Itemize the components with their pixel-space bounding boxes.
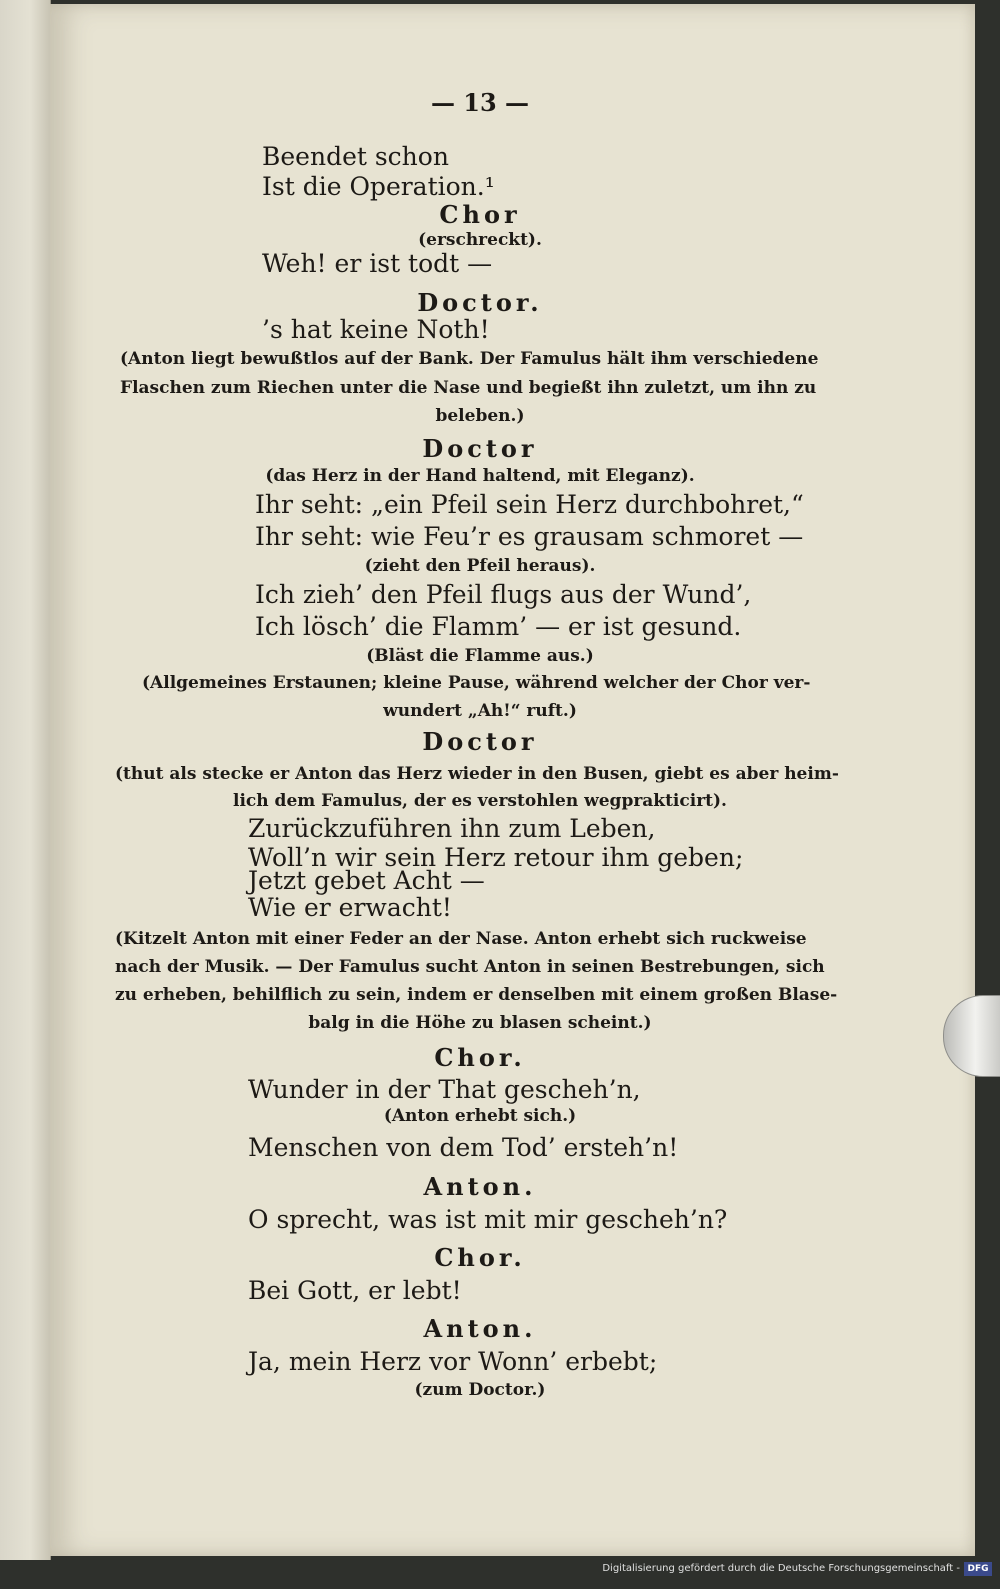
stage-direction: zu erheben, behilflich zu sein, indem er denselben mit einem großen Blase- xyxy=(115,985,838,1005)
digitization-credit: Digitalisierung gefördert durch die Deutsche Forschungsgemeinschaft - xyxy=(602,1563,960,1574)
dfg-logo: DFG xyxy=(964,1562,992,1576)
stage-direction: (thut als stecke er Anton das Herz wieder in den Busen, giebt es aber heim- xyxy=(115,764,839,784)
speaker-name: Anton. xyxy=(423,1172,537,1201)
speaker-name: Chor. xyxy=(434,1043,526,1072)
stage-direction: (Bläst die Flamme aus.) xyxy=(366,646,594,666)
verse-line: Weh! er ist todt — xyxy=(262,249,493,278)
stage-direction: lich dem Famulus, der es verstohlen wegprakticirt). xyxy=(233,791,727,811)
stage-direction: (Allgemeines Erstaunen; kleine Pause, während welcher der Chor ver- xyxy=(142,673,811,693)
verse-line: Woll’n wir sein Herz retour ihm geben; xyxy=(248,843,744,872)
left-page-edge xyxy=(0,0,51,1560)
speaker-name: Anton. xyxy=(423,1314,537,1343)
verse-line: Beendet schon xyxy=(262,142,449,171)
verse-line: Ist die Operation.¹ xyxy=(262,172,495,201)
stage-direction: (Anton erhebt sich.) xyxy=(383,1106,577,1126)
verse-line: Ja, mein Herz vor Wonn’ erbebt; xyxy=(248,1347,658,1376)
verse-line: Ich zieh’ den Pfeil flugs aus der Wund’, xyxy=(255,580,752,609)
stage-direction: (das Herz in der Hand haltend, mit Eleganz). xyxy=(265,466,695,486)
stage-direction: wundert „Ah!“ ruft.) xyxy=(383,701,577,721)
speaker-name: Doctor xyxy=(422,727,538,756)
verse-line: Wunder in der That gescheh’n, xyxy=(248,1075,641,1104)
stage-direction: balg in die Höhe zu blasen scheint.) xyxy=(308,1013,652,1033)
verse-line: Ich lösch’ die Flamm’ — er ist gesund. xyxy=(255,612,742,641)
verse-line: Wie er erwacht! xyxy=(248,893,452,922)
verse-line: Menschen von dem Tod’ ersteh’n! xyxy=(248,1133,679,1162)
page-number: — 13 — xyxy=(430,88,530,117)
stage-direction: (Anton liegt bewußtlos auf der Bank. Der Famulus hält ihm verschiedene xyxy=(120,349,819,369)
speaker-name: Chor. xyxy=(434,1243,526,1272)
stage-direction: nach der Musik. — Der Famulus sucht Anton in seinen Bestrebungen, sich xyxy=(115,957,825,977)
stage-direction: beleben.) xyxy=(435,406,525,426)
stage-direction: (Kitzelt Anton mit einer Feder an der Nase. Anton erhebt sich ruckweise xyxy=(115,929,807,949)
verse-line: Jetzt gebet Acht — xyxy=(248,866,485,895)
verse-line: Ihr seht: „ein Pfeil sein Herz durchbohret,“ xyxy=(255,490,804,519)
verse-line: ’s hat keine Noth! xyxy=(262,315,490,344)
speaker-name: Chor xyxy=(439,200,521,229)
stage-direction: (zum Doctor.) xyxy=(414,1380,546,1400)
speaker-name: Doctor. xyxy=(417,288,543,317)
stage-direction: (zieht den Pfeil heraus). xyxy=(364,556,596,576)
stage-direction: Flaschen zum Riechen unter die Nase und begießt ihn zuletzt, um ihn zu xyxy=(120,378,817,398)
verse-line: O sprecht, was ist mit mir gescheh’n? xyxy=(248,1205,728,1234)
verse-line: Bei Gott, er lebt! xyxy=(248,1276,462,1305)
stage-direction: (erschreckt). xyxy=(418,230,542,250)
verse-line: Ihr seht: wie Feu’r es grausam schmoret — xyxy=(255,522,804,551)
verse-line: Zurückzuführen ihn zum Leben, xyxy=(248,814,656,843)
speaker-name: Doctor xyxy=(422,434,538,463)
